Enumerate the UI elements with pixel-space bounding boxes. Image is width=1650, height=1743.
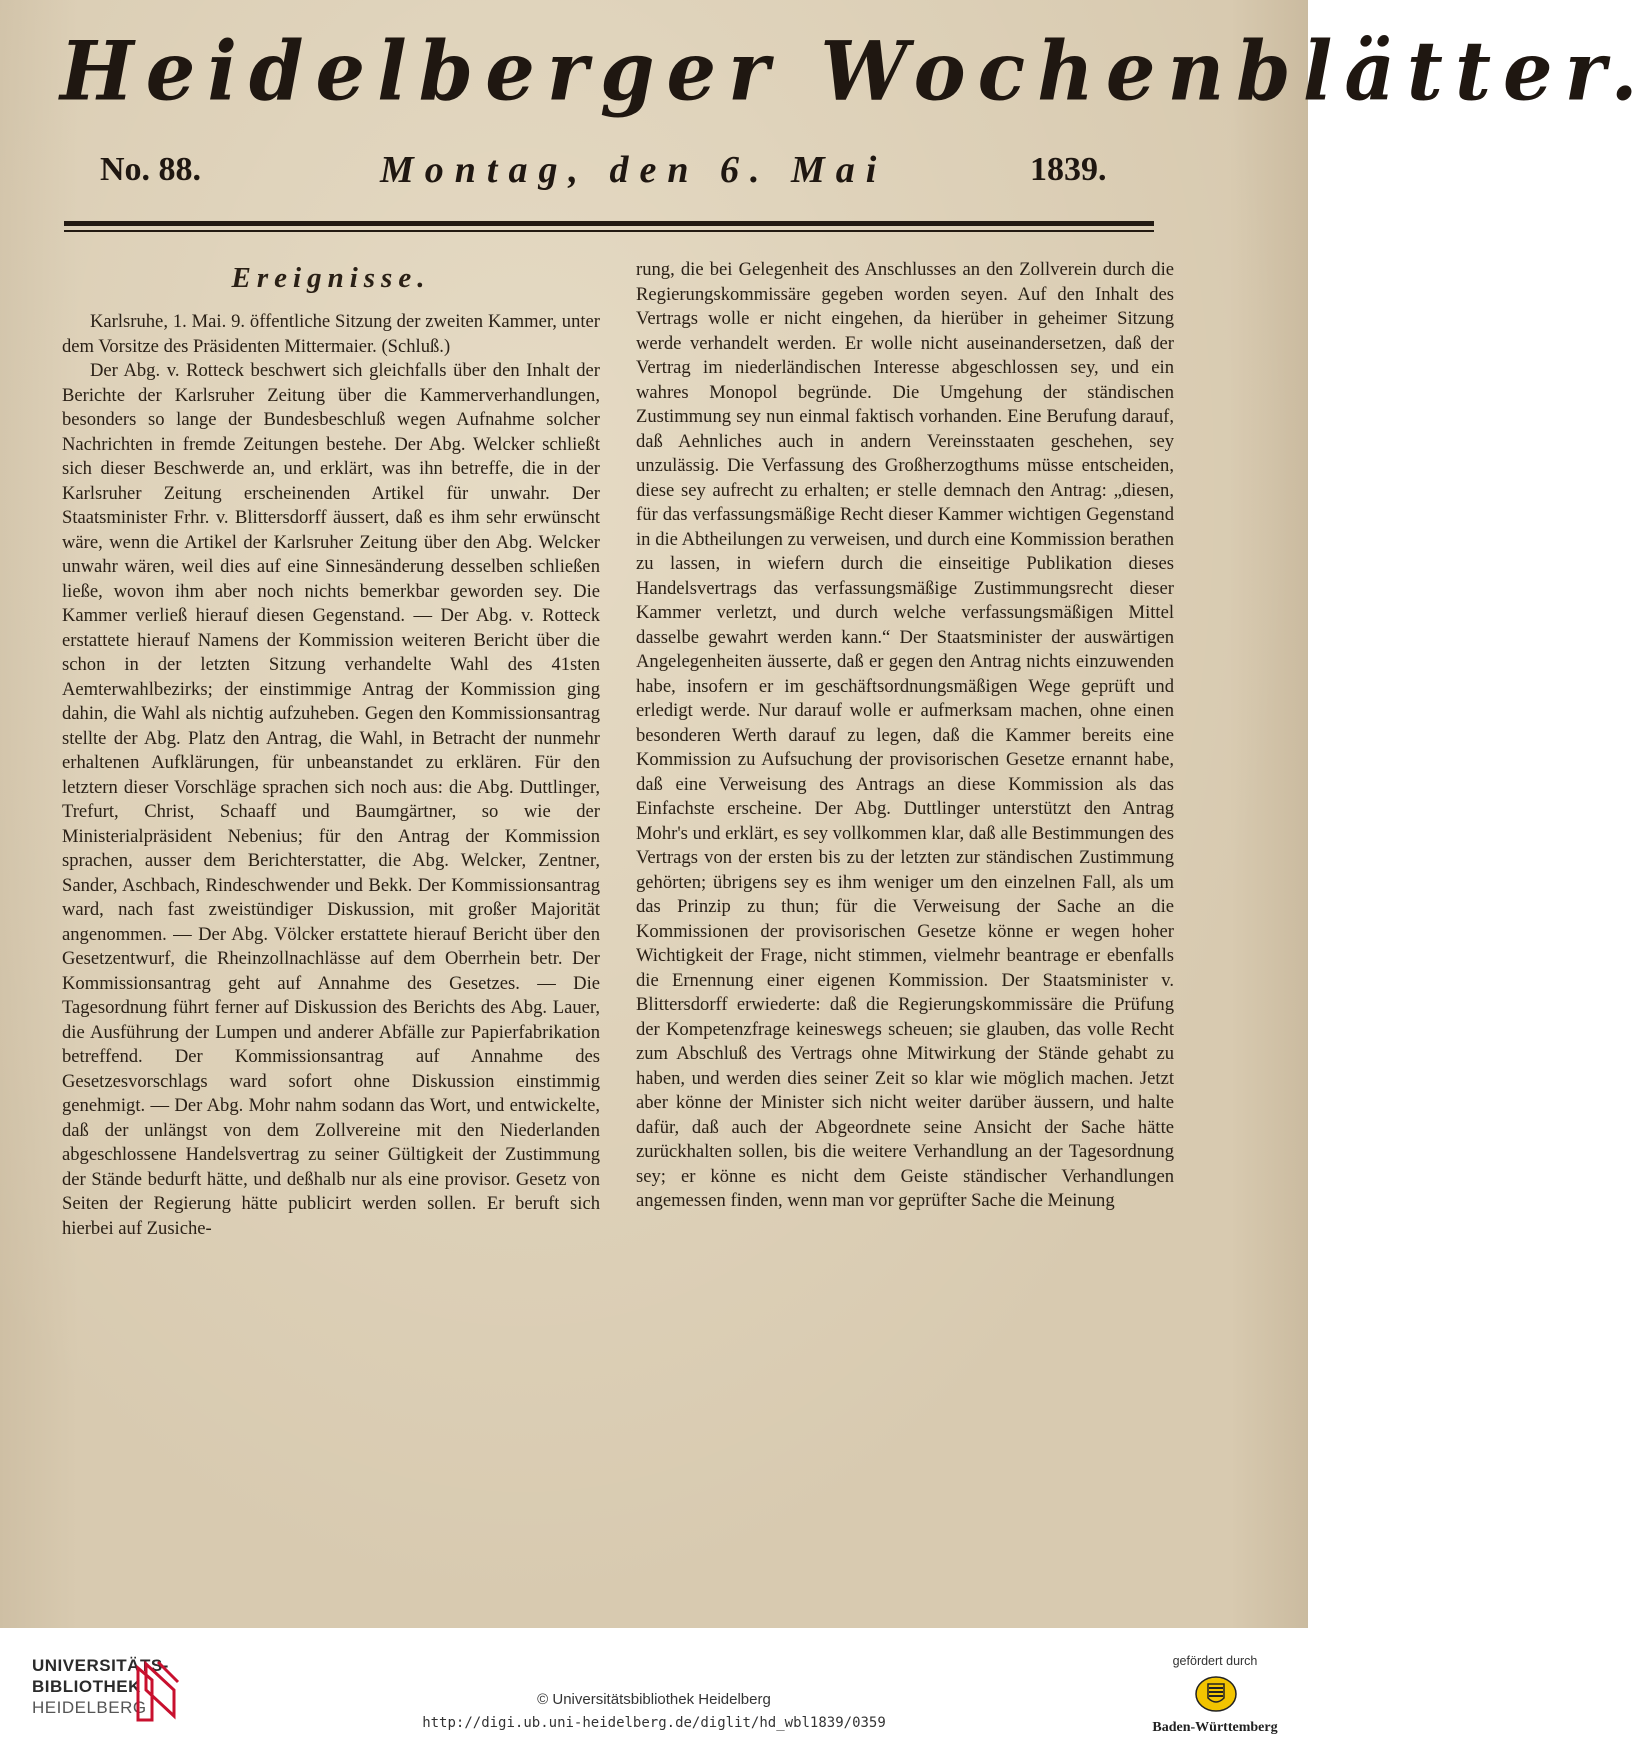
library-name-line: UNIVERSITÄTS- <box>32 1656 169 1675</box>
library-name-line: BIBLIOTHEK <box>32 1677 141 1696</box>
sponsor-caption: gefördert durch <box>1172 1654 1258 1668</box>
copyright-notice: © Universitätsbibliothek Heidelberg <box>537 1691 771 1708</box>
issue-year: 1839. <box>1030 151 1107 188</box>
header-rule-thin <box>64 230 1154 232</box>
library-name-line: HEIDELBERG <box>32 1698 147 1717</box>
permalink[interactable] <box>0 1715 1308 1731</box>
coat-of-arms-icon <box>1194 1672 1238 1716</box>
article-paragraph: Der Abg. v. Rotteck beschwert sich gleichfalls über den Inhalt der Berichte der Karlsruher Zeitung über die Kammerverhandlungen, besonders so lange der Bundesbeschluß wegen Aufnahme solcher Nachrichten in fremde Zeitungen bestehe. Der Abg. Welcker schließt sich dieser Beschwerde an, und erklärt, was ihn betreffe, die in der Karlsruher Zeitung erscheinenden Artikel für unwahr. Der Staatsminister Frhr. v. Blittersdorff äussert, daß es ihm sehr erwünscht wäre, wenn die Artikel der Karlsruher Zeitung über den Abg. Welcker unwahr wären, weil dies auf eine Sinnesänderung desselben schließen ließe, wovon ihm aber noch nichts bemerkbar geworden sey. Die Kammer verließ hierauf diesen Gegenstand. — Der Abg. v. Rotteck erstattete hierauf Namens der Kommission weiteren Bericht über die schon in der letzten Sitzung verhandelte Wahl des 41sten Aemterwahlbezirks; der einstimmige Antrag der Kommission ging dahin, die Wahl als nichtig aufzuheben. Gegen den Kommissionsantrag stellte der Abg. Platz den Antrag, die Wahl, in Betracht der nunmehr erhaltenen Aufklärungen, für unbeanstandet zu erklären. Für den letztern dieser Vorschläge sprachen sich noch aus: die Abg. Duttlinger, Trefurt, Christ, Schaaff und Baumgärtner, so wie der Ministerialpräsident Nebenius; für den Antrag der Kommission sprachen, ausser dem Berichterstatter, die Abg. Welcker, Zentner, Sander, Aschbach, Rindeschwender und Bekk. Der Kommissionsantrag ward, nach fast zweistündiger Diskussion, mit großer Majorität angenommen. — Der Abg. Völcker erstattete hierauf Bericht über den Gesetzentwurf, die Rheinzollnachlässe auf dem Oberrhein betr. Der Kommissionsantrag geht auf Annahme des Gesetzes. — Die Tagesordnung führt ferner auf Diskussion des Berichts des Abg. Lauer, die Ausführung der Lumpen und anderer Abfälle zur Papierfabrikation betreffend. Der Kommissionsantrag auf Annahme des Gesetzesvorschlags ward sofort ohne Diskussion einstimmig genehmigt. — Der Abg. Mohr nahm sodann das Wort, und entwickelte, daß der unlängst von dem Zollvereine mit den Niederlanden abgeschlossene Handelsvertrag zu seiner Gültigkeit der Zustimmung der Stände bedurft hätte, und deßhalb nur als eine provisor. Gesetz von Seiten der Regierung hätte publicirt werden sollen. Er beruft sich hierbei auf Zusiche- <box>62 360 600 1239</box>
article-column-right <box>636 258 1174 1214</box>
header-rule-thick <box>64 221 1154 226</box>
newspaper-masthead: Heidelberger Wochenblätter. <box>60 23 1650 120</box>
issue-date: Montag, den 6. Mai <box>380 149 888 191</box>
article-column-left <box>62 258 600 1241</box>
article-paragraph: rung, die bei Gelegenheit des Anschlusses an den Zollverein durch die Regierungskommissäre gegeben worden seyen. Auf den Inhalt des Vertrags wolle er nicht eingehen, da hierüber in geheimer Sitzung werde verhandelt werden. Er wolle nicht auseinandersetzen, daß der Vertrag im niederländischen Interesse abgeschlossen sey, und ein wahres Monopol begründe. Die Umgehung der ständischen Zustimmung sey nun einmal faktisch vorhanden. Eine Berufung darauf, daß Aehnliches auch in andern Vereinsstaaten geschehen, sey unzulässig. Die Verfassung des Großherzogthums müsse entscheiden, diese sey aufrecht zu erhalten; er stelle demnach den Antrag: „diesen, für das verfassungsmäßige Recht dieser Kammer wichtigen Gegenstand in die Abtheilungen zu verweisen, und durch eine Kommission berathen zu lassen, in wiefern durch die einseitige Publikation dieses Handelsvertrags das verfassungsmäßige Zustimmungsrecht dieser Kammer verletzt, und durch welche verfassungsmäßigen Mittel dasselbe gewahrt werden kann.“ Der Staatsminister der auswärtigen Angelegenheiten äusserte, daß er gegen den Antrag nichts einzuwenden habe, insofern er im geschäftsordnungsmäßigen Wege geprüft und erledigt werde. Nur darauf wolle er aufmerksam machen, ohne einen besonderen Werth darauf zu legen, daß die Kammer bereits eine Kommission zu Aufsuchung der provisorischen Gesetze ernannt habe, daß eine Verweisung des Antrags an diese Kommission als das Einfachste erscheine. Der Abg. Duttlinger unterstützt den Antrag Mohr's und erklärt, es sey vollkommen klar, daß alle Bestimmungen des Vertrags von der ersten bis zu der letzten zur ständischen Zustimmung gehörten; übrigens sey es ihm weniger um den einzelnen Fall, als um das Prinzip zu thun; für die Verweisung der Sache an die Kommissionen der provisorischen Gesetze könne er wegen hoher Wichtigkeit der Frage, nicht stimmen, vielmehr beantrage er ebenfalls die Ernennung einer eigenen Kommission. Der Staatsminister v. Blittersdorff erwiederte: daß die Regierungskommissäre die Prüfung der Kompetenzfrage keineswegs scheuen; sie glauben, das volle Recht zum Abschluß des Vertrags ohne Mitwirkung der Stände gehabt zu haben, und werden dies seiner Zeit so klar wie möglich machen. Jetzt aber könne der Minister sich nicht weiter darüber äussern, und halte dafür, daß auch der Abgeordnete seine Ansicht der Sache hätte zurückhalten sollen, bis die weitere Verhandlung an der Tagesordnung sey; er könne es nicht dem Geiste ständischer Verhandlungen angemessen finden, wenn man vor geprüfter Sache die Meinung <box>636 259 1174 1211</box>
issue-number: No. 88. <box>100 151 202 188</box>
permalink-link[interactable]: http://digi.ub.uni-heidelberg.de/diglit/hd_wbl1839/0359 <box>422 1715 886 1731</box>
sponsor-name: Baden-Württemberg <box>1152 1720 1278 1735</box>
section-heading: Ereignisse. <box>231 262 431 294</box>
article-paragraph: Karlsruhe, 1. Mai. 9. öffentliche Sitzung der zweiten Kammer, unter dem Vorsitze des Präsidenten Mittermaier. (Schluß.) <box>62 311 600 357</box>
